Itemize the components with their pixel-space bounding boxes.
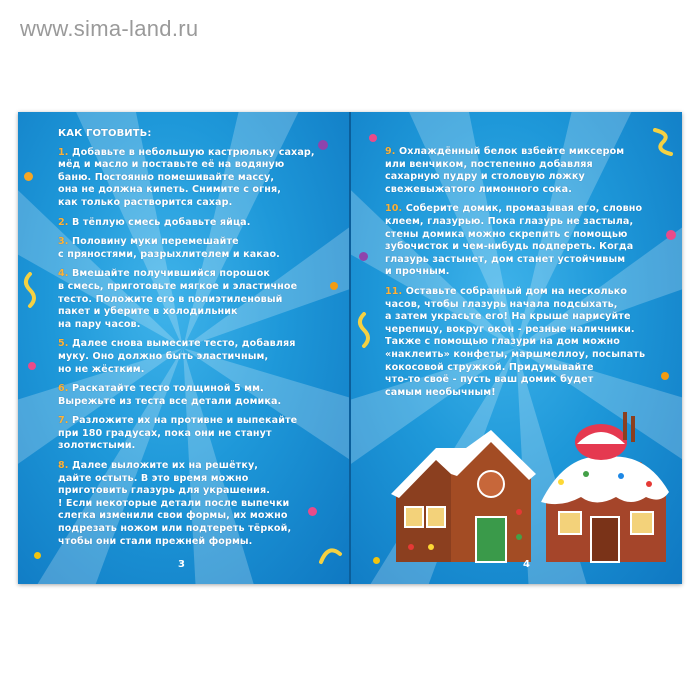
recipe-step: 2. В тёплую смесь добавьте яйца. — [58, 216, 251, 228]
recipe-step: 3. Половину муки перемешайте с пряностями, разрыхлителем и какао. — [58, 236, 280, 260]
recipe-step: 4. Вмешайте получившийся порошок в смесь, приготовьте мягкое и эластичное тесто. Положите его в полиэтиленовый пакет и уберите в холодильник на пару часов. — [58, 268, 298, 330]
gingerbread-house-right — [541, 412, 669, 562]
confetti-dot — [369, 134, 377, 142]
left-page — [18, 112, 349, 584]
confetti-dot — [34, 552, 41, 559]
recipe-step: 8. Далее выложите их на решётку, дайте остыть. В это время можно приготовить глазурь для украшения. ! Если некоторые детали после выпечки слегка изменили свои формы, их можно подрезать ножом или подтереть тёркой, чтобы они стали прежней формы. — [58, 460, 292, 547]
page-number: 3 — [178, 559, 185, 570]
recipe-step: 10. Соберите домик, промазывая его, словно клеем, глазурью. Пока глазурь не застыла, стены домика можно скрепить с помощью зубочисток и чем-нибудь подпереть. Когда глазурь застынет, дом станет устойчивым и прочным. — [385, 203, 643, 278]
recipe-step: 1. Добавьте в небольшую кастрюльку сахар, мёд и масло и поставьте её на водяную баню. Постоянно помешивайте массу, она не должна кипеть. Снимите с огня, как только растворится сахар. — [58, 146, 315, 208]
recipe-step: 9. Охлаждённый белок взбейте миксером или венчиком, постепенно добавляя сахарную пудру и столовую ложку свежевыжатого лимонного сока. — [385, 146, 625, 195]
confetti-dot — [28, 362, 36, 370]
page-number: 4 — [523, 559, 530, 570]
gingerbread-houses-illustration — [391, 412, 671, 572]
open-booklet — [18, 112, 682, 584]
recipe-step: 7. Разложите их на противне и выпекайте при 180 градусах, пока они не станут золотистыми. — [58, 415, 298, 452]
confetti-dot — [359, 252, 368, 261]
confetti-dot — [330, 282, 338, 290]
right-page — [351, 112, 682, 584]
streamer-decoration — [355, 312, 373, 348]
recipe-steps-left — [58, 128, 328, 555]
site-watermark: www.sima-land.ru — [20, 16, 199, 41]
streamer-decoration — [20, 272, 40, 312]
recipe-step: 11. Оставьте собранный дом на несколько часов, чтобы глазурь начала подсыхать, а затем украсьте его! На крыше нарисуйте черепицу, вокруг окон - резные наличники. Также с помощью глазури на дом можно «наклеить» конфеты, маршмеллоу, посыпать кокосовой стружкой. Придумывайте что-то своё - пусть ваш домик будет самым необычным! — [385, 285, 646, 398]
confetti-dot — [24, 172, 33, 181]
recipe-step: 6. Раскатайте тесто толщиной 5 мм. Вырежьте из теста все детали домика. — [58, 383, 282, 407]
confetti-dot — [373, 557, 380, 564]
recipe-step: 5. Далее снова вымесите тесто, добавляя муку. Оно должно быть эластичным, но не жёстким. — [58, 338, 296, 375]
gingerbread-house-left — [391, 430, 536, 562]
recipe-steps-right — [385, 146, 670, 406]
recipe-heading: КАК ГОТОВИТЬ: — [58, 128, 152, 139]
